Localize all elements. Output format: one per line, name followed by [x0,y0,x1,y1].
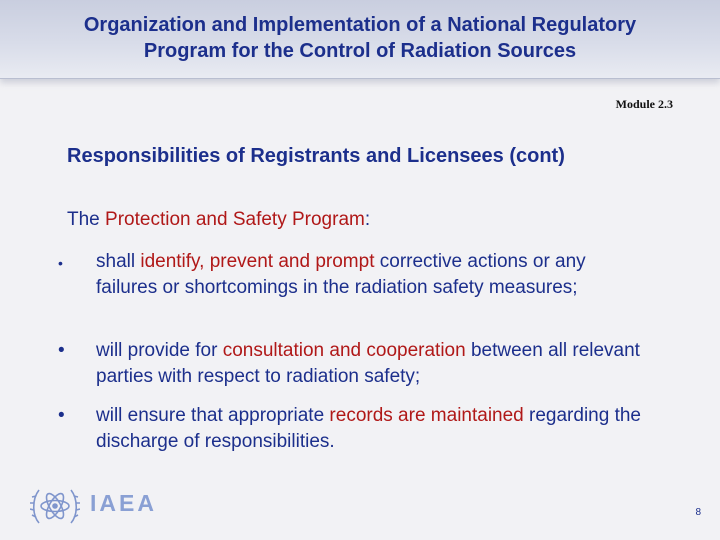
bullet-text [96,249,648,301]
bullet-item-2 [58,338,648,390]
iaea-emblem-icon [30,483,80,529]
presentation-title [0,12,720,64]
iaea-logo-text: IAEA [90,490,157,516]
bullet-highlight: consultation and cooperation [222,340,466,361]
presentation-title-line-2: Program for the Control of Radiation Sources [143,40,577,62]
intro-highlight: Protection and Safety Program [105,209,365,230]
bullet-highlight: records are maintained [329,405,524,426]
presentation-title-line-1: Organization and Implementation of a National Regulatory [83,14,637,36]
page-number: 8 [695,507,701,518]
bullet-text-part: between all relevant parties with respect to radiation safety; [96,340,640,387]
slide-title: Responsibilities of Registrants and Licensees (cont) [67,145,565,167]
bullet-marker: • [58,255,63,271]
intro-line [67,209,370,231]
bullet-text-part: will provide for [96,340,223,361]
bullet-text-part: will ensure that appropriate [96,405,330,426]
bullet-item-1 [58,249,648,301]
bullet-marker: • [58,405,65,426]
bullet-text [96,338,648,390]
bullet-marker: • [58,340,65,361]
bullet-text-part: corrective actions or any failures or shortcomings in the radiation safety measures; [96,251,586,298]
bullet-highlight: identify, prevent and prompt [140,251,375,272]
intro-prefix: The [67,209,106,230]
bullet-item-3 [58,403,648,455]
bullet-text-part: shall [96,251,141,272]
bullet-text [96,403,648,455]
slide-header [0,0,720,79]
module-label: Module 2.3 [615,97,673,111]
bullet-text-part: regarding the discharge of responsibilities. [96,405,641,452]
intro-suffix: : [364,209,371,230]
